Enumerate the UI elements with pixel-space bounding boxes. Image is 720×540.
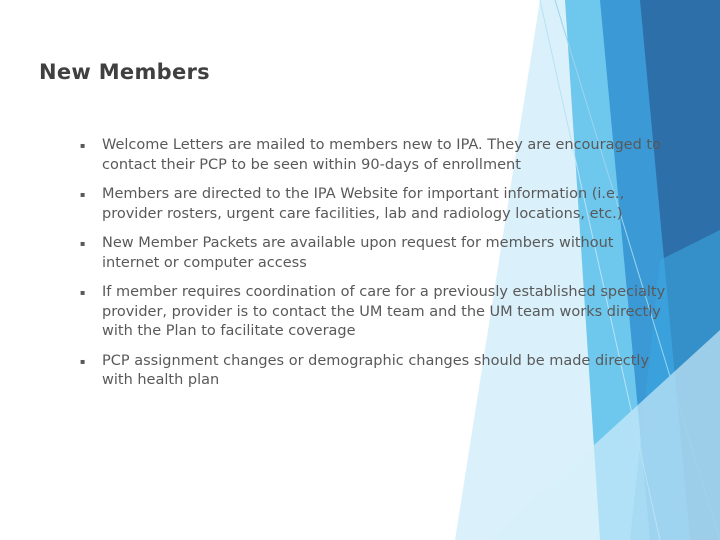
list-item [80, 136, 670, 175]
bullet-text: New Member Packets are available upon request for members without internet or computer access [102, 235, 614, 271]
bullet-text: PCP assignment changes or demographic changes should be made directly with health plan [102, 352, 650, 388]
bullet-square-icon: ▪ [80, 288, 86, 297]
list-item [80, 234, 670, 273]
bullet-text: If member requires coordination of care for a previously established specialty provider, provider is to contact the UM team and the UM team works directly with the Plan to facilitate coverage [102, 284, 666, 339]
bullet-square-icon: ▪ [80, 141, 86, 150]
bullet-square-icon: ▪ [80, 239, 86, 248]
bullet-text: Welcome Letters are mailed to members new to IPA. They are encouraged to contact their PCP to be seen within 90-days of enrollment [102, 137, 661, 173]
list-item [80, 283, 670, 342]
bullet-square-icon: ▪ [80, 356, 86, 366]
list-item [80, 185, 670, 224]
bullet-list [80, 136, 670, 401]
bullet-text: Members are directed to the IPA Website for important information (i.e., provider rosters, urgent care facilities, lab and radiology locations, etc.) [102, 186, 625, 222]
bullet-square-icon: ▪ [80, 190, 86, 199]
slide-title: New Members [39, 60, 210, 84]
list-item [80, 352, 670, 391]
